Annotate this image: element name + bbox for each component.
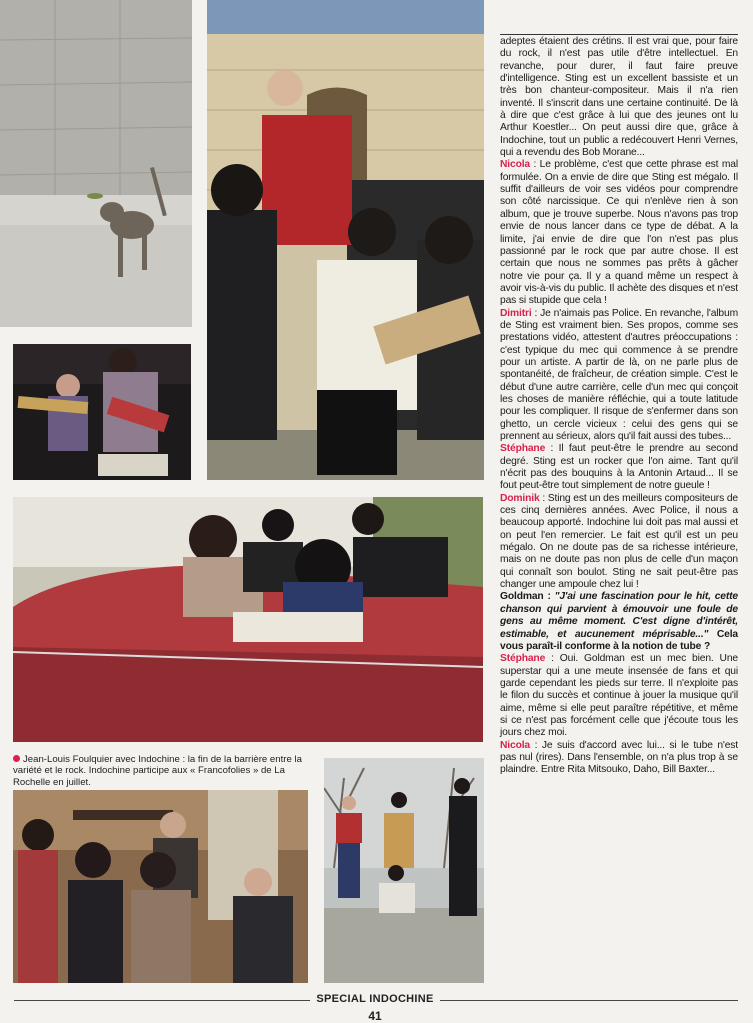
caption-text: Jean-Louis Foulquier avec Indochine : la fin de la barrière entre la variété et le rock. Indochine participe aux « Francofolies » de La Rochelle en juillet. (13, 754, 302, 788)
paragraph: Nicola : Le problème, c'est que cette phrase est mal formulée. On a envie de dire que Sting est mégalo. Il suffit d'ailleurs de voir ses vidéos pour comprendre son côté narcissique. Ce qui n'enlève rien à son album, que je trouve superbe. Nous n'avons pas trop envie de nous lancer dans ce type de débat. A la limite, j'ai envie de dire que l'on n'est pas plus passionné par le rock que par autre chose. Il est certain que nous ne sommes pas prêts à gâcher notre vie pour ça. Il y a quand même un respect à avoir vis-à-vis du public. Il achète des disques et n'est pas si stupide que cela ! (500, 159, 738, 307)
photo-dog-street (0, 0, 192, 327)
paragraph: Nicola : Je suis d'accord avec lui... si le tube n'est pas nul (rires). Dans l'ensemble, on n'a plus trop à se plaindre. Entre Rita Mitsouko, Daho, Bill Baxter... (500, 739, 738, 776)
photo-caption (13, 754, 313, 788)
question-paragraph: Goldman : "J'ai une fascination pour le hit, cette chanson qui parvient à émouvoir une foule de gens au même moment. C'est digne d'intérêt, estimable, et aucunement méprisable..." Cela vous paraît-il conforme à la notion de tube ? (500, 591, 738, 652)
photo-band-wall (207, 0, 484, 480)
speaker-name: Stéphane (500, 443, 546, 455)
speaker-name: Dominik (500, 492, 540, 504)
speaker-name: Goldman (500, 591, 544, 603)
speaker-name: Stéphane (500, 653, 546, 665)
speaker-name: Nicola (500, 159, 531, 171)
article-text-column (500, 36, 738, 777)
paragraph: Dimitri : Je n'aimais pas Police. En revanche, l'album de Sting est vraiment bien. Ses propos, comme ses prestations vidéo, attestent d'autres préoccupations : c'est typique du mec qui commence à se prendre pour un artiste. A partir de là, on ne parle plus de spontanéité, de fraîcheur, de création simple. C'est le début d'une autre carrière, celle d'un mec qui conçoit les choses de manière réfléchie, qui a toute latitude pour les compliquer. Il risque de s'enfermer dans son ghetto, un cercle vicieux : celui des gens qui se prennent au sérieux, alors qu'il fait aussi des tubes... (500, 307, 738, 442)
top-rule (500, 34, 738, 35)
photo-band-convertible (13, 497, 483, 742)
speaker-name: Nicola (500, 739, 531, 751)
bullet-dot-icon (13, 755, 20, 762)
page-number: 41 (368, 1009, 382, 1023)
goldman-quote: "J'ai une fascination pour le hit, cette chanson qui parvient à émouvoir une foule de gens au même moment. C'est digne d'intérêt, estimable, et aucunement méprisable..." (500, 591, 738, 640)
footer-rule (14, 1000, 310, 1001)
photo-band-park (324, 758, 484, 983)
paragraph: Dominik : Sting est un des meilleurs compositeurs de ces cinq dernières années. Avec Police, il nous a beaucoup apporté. Indochine lui doit pas mal aussi et on peut l'en remercier. Le fait est qu'il est un peu mégalo. On ne doute pas de sa richesse intérieure, mais on ne doute pas non plus de celle d'un maçon qui connaît son boulot. Sting ne sait peut-être pas changer une ampoule chez lui ! (500, 492, 738, 591)
speaker-name: Dimitri (500, 307, 532, 319)
paragraph: Stéphane : Il faut peut-être le prendre au second degré. Sting est un rocker que l'on aime. Tant qu'il n'écrit pas des bouquins à la Antonin Artaud... Il se fout peut-être tout simplement de notre gueule ! (500, 443, 738, 492)
photo-band-guitars (13, 344, 191, 480)
photo-band-foulquier-kitchen (13, 790, 308, 983)
section-label: SPECIAL INDOCHINE (316, 993, 434, 1005)
paragraph: Stéphane : Oui. Goldman est un mec bien. Une superstar qui a une meute insensée de fans et qui garde cependant les pieds sur terre. Il n'exploite pas le filon du succès et continue à jouer la musique qu'il aime, même si elle peut paraître répétitive, et même si ce n'est pas forcément celle que j'écoute tous les jours chez moi. (500, 653, 738, 739)
footer-rule (440, 1000, 738, 1001)
paragraph: adeptes étaient des crétins. Il est vrai que, pour faire du rock, il n'est pas utile d'être intellectuel. En revanche, pour durer, il faut faire preuve d'intelligence. Sting est un excellent bassiste et un très bon chanteur-compositeur. Mais il n'a rien inventé. Il s'inscrit dans une certaine continuité. De là à dire que c'est grâce à lui que des jeunes ont lu Arthur Koestler... On peut aussi dire que, grâce à Indochine, tout un public a redécouvert Henri Vernes, qui a revendu des Bob Morane... (500, 36, 738, 159)
